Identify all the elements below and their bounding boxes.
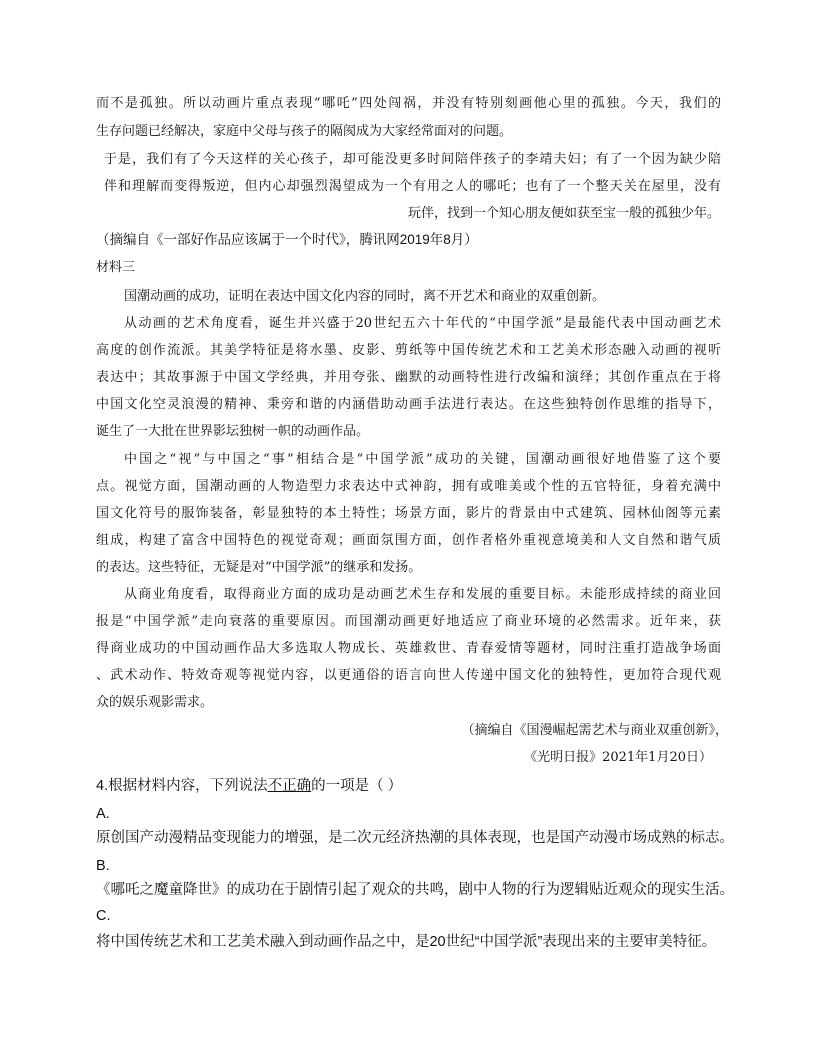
paragraph-line: 、武术动作、特效奇观等视觉内容，以更通俗的语言向世人传递中国文化的独特性，更加符合现代观 xyxy=(96,668,721,683)
paragraph-line: 的表达。这些特征，无疑是对“中国学派”的继承和发扬。 xyxy=(96,560,422,575)
paragraph-line: 报是“中国学派”走向衰落的重要原因。而国潮动画更好地适应了商业环境的必然需求。近年来，获 xyxy=(96,614,721,629)
paragraph-line: 国文化符号的服饰装备，彰显独特的本土特性；场景方面，影片的背景由中式建筑、园林仙阁等元素 xyxy=(96,506,721,521)
paragraph-line: 众的娱乐观影需求。 xyxy=(96,695,214,710)
option-label-a: A. xyxy=(96,806,110,822)
question-stem-text: 4.根据材料内容，下列说法 xyxy=(96,778,268,794)
passage-line: 玩伴，找到一个知心朋友便如获至宝一般的孤独少年。 xyxy=(407,206,720,221)
paragraph-line: 从动画的艺术角度看，诞生并兴盛于20世纪五六十年代的“中国学派”是最能代表中国动画艺术 xyxy=(124,316,721,331)
paragraph-line: 中国之“视”与中国之“事”相结合是“中国学派”成功的关键，国潮动画很好地借鉴了这个要 xyxy=(124,452,721,467)
passage-line: 于是，我们有了今天这样的关心孩子，却可能没更多时间陪伴孩子的李靖夫妇；有了一个因为缺少陪 xyxy=(104,152,721,167)
passage-line: 生存问题已经解决，家庭中父母与孩子的隔阂成为大家经常面对的问题。 xyxy=(96,124,513,139)
paragraph-line: 国潮动画的成功，证明在表达中国文化内容的同时，离不开艺术和商业的双重创新。 xyxy=(124,289,606,304)
source-citation: （摘编自《国漫崛起需艺术与商业双重创新》， xyxy=(461,723,728,738)
question-stem-text: 的一项是（ ） xyxy=(311,778,403,794)
paragraph-line: 诞生了一大批在世界影坛独树一帜的动画作品。 xyxy=(96,424,370,439)
option-label-b: B. xyxy=(96,858,110,874)
paragraph-line: 中国文化空灵浪漫的精神、秉旁和谐的内涵借助动画手法进行表达。在这些独特创作思维的指导下， xyxy=(96,397,721,412)
paragraph-line: 组成，构建了富含中国特色的视觉奇观；画面氛围方面，创作者格外重视意境美和人文自然和谐气质 xyxy=(96,533,721,548)
paragraph-line: 点。视觉方面，国潮动画的人物造型力求表达中式神韵，拥有或唯美或个性的五官特征，身着充满中 xyxy=(96,479,721,494)
paragraph-line: 高度的创作流派。其美学特征是将水墨、皮影、剪纸等中国传统艺术和工艺美术形态融入动画的视听 xyxy=(96,343,721,358)
option-label-c: C. xyxy=(96,908,111,924)
source-citation: （摘编自《一部好作品应该属于一个时代》，腾讯网2019年8月） xyxy=(96,232,478,247)
question-emphasis: 不正确 xyxy=(267,778,312,794)
question-stem xyxy=(96,775,402,797)
paragraph-line: 表达中；其故事源于中国文学经典，并用夸张、幽默的动画特性进行改编和演绎；其创作重点在于将 xyxy=(96,370,721,385)
option-text-c: 将中国传统艺术和工艺美术融入到动画作品之中，是20世纪“中国学派”表现出来的主要审美特征。 xyxy=(96,934,717,950)
paragraph-line: 得商业成功的中国动画作品大多选取人物成长、英雄救世、青春爱情等题材，同时注重打造战争场面 xyxy=(96,641,721,656)
option-text-a: 原创国产动漫精品变现能力的增强，是二次元经济热潮的具体表现，也是国产动漫市场成熟的标志。 xyxy=(96,830,734,846)
option-text-b: 《哪吒之魔童降世》的成功在于剧情引起了观众的共鸣，剧中人物的行为逻辑贴近观众的现实生活。 xyxy=(96,882,734,898)
source-citation: 《光明日报》2021年1月20日） xyxy=(524,750,712,765)
section-heading: 材料三 xyxy=(96,260,136,275)
passage-line: 而不是孤独。所以动画片重点表现“哪吒”四处闯祸，并没有特别刻画他心里的孤独。今天，我们的 xyxy=(96,96,721,111)
passage-line: 伴和理解而变得叛逆，但内心却强烈渴望成为一个有用之人的哪吒；也有了一个整天关在屋里，没有 xyxy=(104,179,721,194)
paragraph-line: 从商业角度看，取得商业方面的成功是动画艺术生存和发展的重要目标。未能形成持续的商业回 xyxy=(124,587,721,602)
